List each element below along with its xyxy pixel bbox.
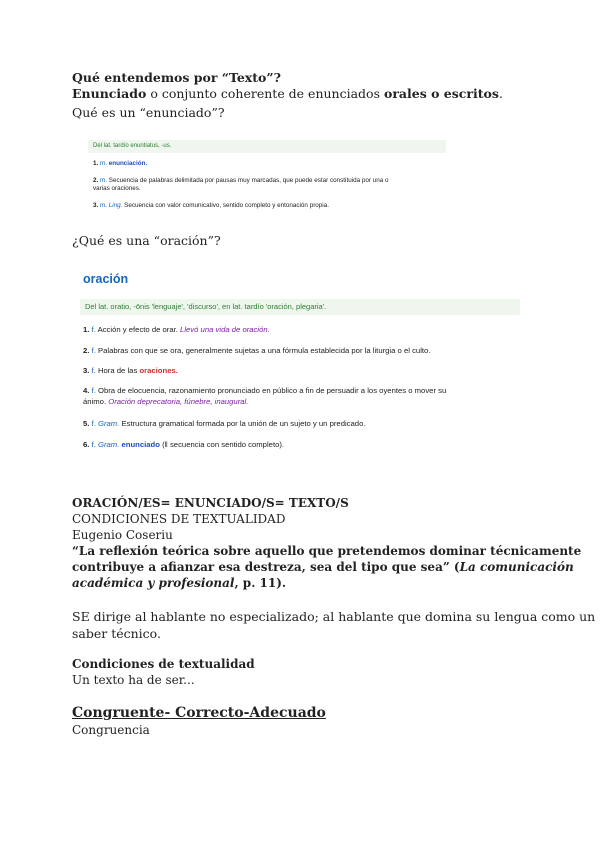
entry-number: 2. xyxy=(93,177,99,184)
entry-text: (‖ secuencia con sentido completo). xyxy=(162,440,285,449)
headword: oración xyxy=(83,272,129,286)
conditions-subtitle: Un texto ha de ser... xyxy=(72,673,195,687)
entry-text: Acción y efecto de orar. xyxy=(97,325,178,334)
entry-number: 4. xyxy=(83,386,90,395)
definition-entry xyxy=(93,160,147,168)
congruencia-label: Congruencia xyxy=(72,723,150,737)
entry-link: enunciación. xyxy=(108,160,148,167)
question-texto: Qué entendemos por “Texto”? xyxy=(72,70,281,85)
def-end: . xyxy=(498,86,503,101)
entry-abbr: m. xyxy=(100,202,108,209)
quote-text: , p. 11). xyxy=(234,576,287,590)
entry-abbr: Ling. xyxy=(108,202,123,209)
entry-text: Estructura gramatical formada por la unión de un sujeto y un predicado. xyxy=(121,419,366,428)
definition-entry xyxy=(83,439,284,450)
entry-number: 3. xyxy=(83,366,90,375)
audience-text: SE dirige al hablante no especializado; al hablante que domina su lengua como un xyxy=(72,609,596,624)
entry-example: Llevó una vida de oración. xyxy=(180,325,270,334)
quote-line xyxy=(72,576,286,591)
entry-abbr: m. xyxy=(100,177,108,184)
entry-abbr: Gram. xyxy=(97,419,120,428)
etymology-band: Del lat. tardío enuntiatus, -us. xyxy=(88,140,446,153)
author-name: Eugenio Coseriu xyxy=(72,528,173,542)
conditions-title: CONDICIONES DE TEXTUALIDAD xyxy=(72,512,286,526)
entry-link: enunciado xyxy=(121,440,160,449)
texto-definition xyxy=(72,86,503,102)
entry-number: 6. xyxy=(83,440,90,449)
entry-number: 2. xyxy=(83,346,90,355)
entry-highlight: oraciones. xyxy=(139,366,178,375)
quote-text: contribuye a afianzar esa destreza, sea del tipo que sea” ( xyxy=(72,560,460,574)
entry-text: Palabras con que se ora, generalmente sujetas a una fórmula establecida por la liturgia o el culto. xyxy=(97,346,431,355)
definition-entry xyxy=(93,177,388,185)
conditions-heading: Condiciones de textualidad xyxy=(72,657,255,671)
entry-text: Hora de las xyxy=(97,366,138,375)
quote-source: académica y profesional xyxy=(72,576,235,590)
entry-abbr: f. xyxy=(91,325,96,334)
entry-abbr: m. xyxy=(100,160,108,167)
audience-text: saber técnico. xyxy=(72,626,161,641)
dictionary-enunciado-image xyxy=(88,140,446,220)
equation: ORACIÓN/ES= ENUNCIADO/S= TEXTO/S xyxy=(72,496,349,510)
definition-entry-cont: varias oraciones. xyxy=(93,185,141,192)
definition-entry-cont xyxy=(83,396,248,407)
entry-number: 3. xyxy=(93,202,99,209)
def-term: Enunciado xyxy=(72,86,147,101)
dictionary-oracion-image xyxy=(80,272,520,462)
quote-source: La comunicación xyxy=(459,560,574,574)
definition-entry xyxy=(93,202,329,210)
quote-line: “La reflexión teórica sobre aquello que pretendemos dominar técnicamente xyxy=(72,544,582,558)
etymology-band: Del lat. oratio, -ōnis 'lenguaje', 'discurso', en lat. tardío 'oración, plegaria'. xyxy=(80,299,520,315)
definition-entry xyxy=(83,418,366,429)
question-enunciado: Qué es un “enunciado”? xyxy=(72,105,225,120)
entry-abbr: Gram. xyxy=(97,440,120,449)
entry-number: 1. xyxy=(83,325,90,334)
entry-abbr: f. xyxy=(91,419,96,428)
entry-text: Obra de elocuencia, razonamiento pronunciado en público a fin de persuadir a los oyentes o mover su xyxy=(97,386,447,395)
entry-text: Secuencia de palabras delimitada por pausas muy marcadas, que puede estar constituida por una o xyxy=(108,177,389,184)
definition-entry xyxy=(83,324,270,335)
entry-abbr: f. xyxy=(91,346,96,355)
def-bold: orales o escritos xyxy=(383,86,499,101)
entry-number: 1. xyxy=(93,160,99,167)
def-middle: o conjunto coherente de enunciados xyxy=(146,86,384,101)
entry-abbr: f. xyxy=(91,440,96,449)
entry-number: 5. xyxy=(83,419,90,428)
quote-line xyxy=(72,560,574,575)
entry-text: ánimo. xyxy=(83,397,107,406)
definition-entry xyxy=(83,385,446,396)
question-oracion: ¿Qué es una “oración”? xyxy=(72,233,221,248)
entry-abbr: f. xyxy=(91,366,96,375)
entry-abbr: f. xyxy=(91,386,96,395)
entry-text: Secuencia con valor comunicativo, sentido completo y entonación propia. xyxy=(124,202,329,209)
definition-entry xyxy=(83,345,430,356)
definition-entry xyxy=(83,365,178,376)
entry-example: Oración deprecatoria, fúnebre, inaugural. xyxy=(108,397,249,406)
triad-heading: Congruente- Correcto-Adecuado xyxy=(72,705,326,721)
